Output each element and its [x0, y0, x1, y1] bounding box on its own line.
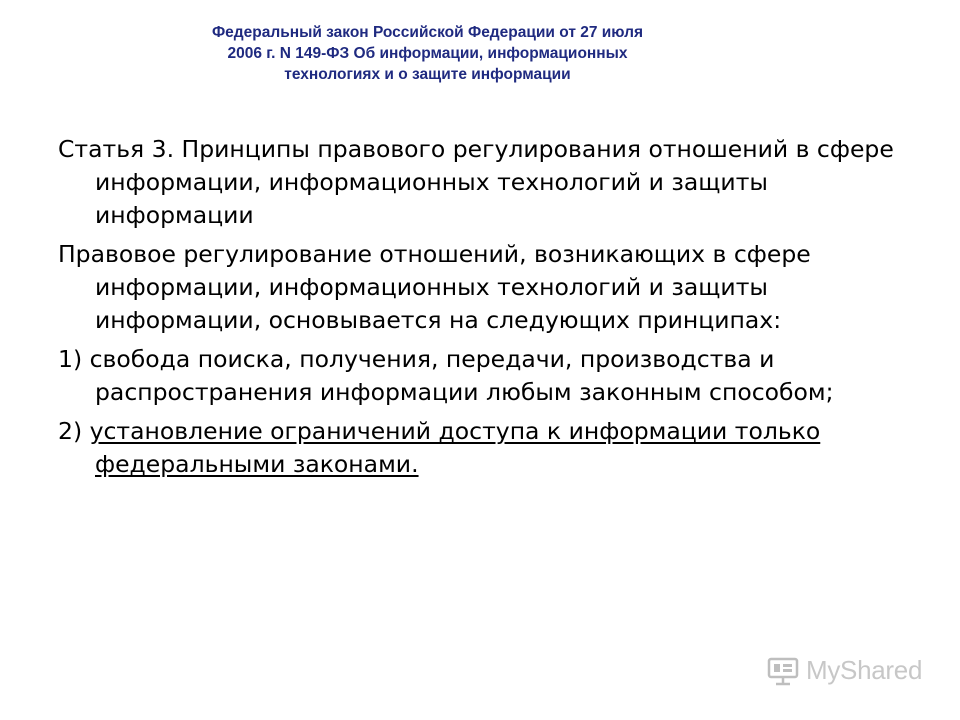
intro-paragraph: Правовое регулирование отношений, возникающих в сфере информации, информационных технологий и защиты информации, основывается на следующих принципах:: [58, 240, 811, 334]
watermark-text: MyShared: [806, 655, 923, 685]
presentation-board-icon: [766, 656, 800, 686]
principle-item-1: [58, 343, 908, 409]
slide-body: [58, 133, 908, 487]
article-heading: Статья 3. Принципы правового регулирования отношений в сфере информации, информационных технологий и защиты информации: [58, 135, 894, 229]
page-title: Федеральный закон Российской Федерации от 27 июля 2006 г. N 149-ФЗ Об информации, информационных технологиях и о защите информации: [211, 24, 644, 83]
watermark: [766, 655, 922, 686]
principle-item-2: [58, 415, 908, 481]
principle-number: 2): [58, 417, 90, 445]
principle-number: 1): [58, 345, 90, 373]
principle-text: установление ограничений доступа к информации только федеральными законами.: [89, 417, 821, 478]
principle-text: свобода поиска, получения, передачи, производства и распространения информации любым законным способом;: [89, 345, 834, 406]
